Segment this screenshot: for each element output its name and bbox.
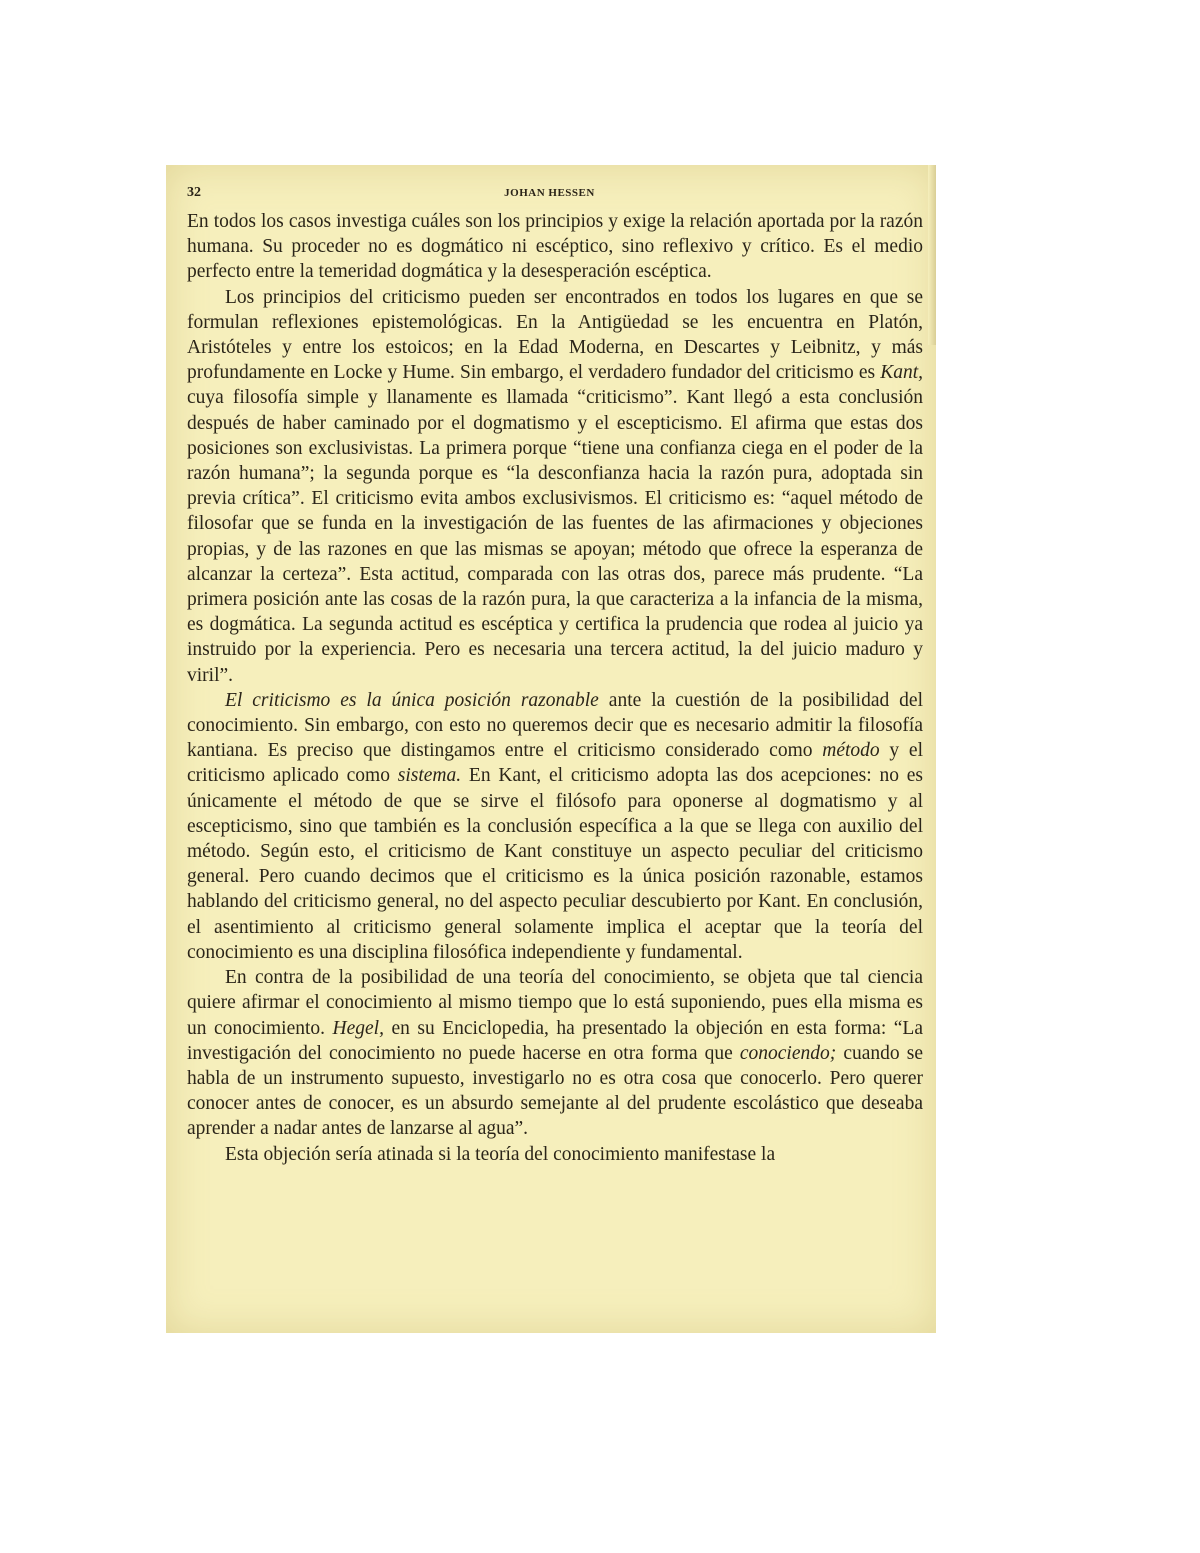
italic-term: conociendo; xyxy=(739,1042,837,1064)
paragraph-text: En contra de la posibilidad de una teoría del conocimiento, se objeta que tal ciencia quiere afirmar el conocimiento al mismo tiempo que lo está suponiendo, pues ella misma es un conocimiento. xyxy=(187,967,923,1039)
paragraph-3 xyxy=(187,688,923,965)
paragraph-text: cuando se habla de un instrumento supuesto, investigarlo no es otra cosa que conocerlo. Pero querer conocer antes de conocer, es un absurdo semejante al del prudente escolástico que deseaba aprender a nadar antes de lanzarse al agua”. xyxy=(187,1042,923,1140)
paragraph-4 xyxy=(187,965,923,1141)
page-number: 32 xyxy=(187,185,201,200)
page-header xyxy=(187,185,912,209)
paragraph-text: Esta objeción sería atinada si la teoría del conocimiento manifestase la xyxy=(225,1143,776,1165)
paragraph-2 xyxy=(187,285,923,688)
paragraph-text: ante la cuestión de la posibilidad del conocimiento. Sin embargo, con esto no queremos decir que es necesario admitir la filosofía kantiana. Es preciso que distingamos entre el criticismo considerado como xyxy=(187,689,923,762)
paragraph-text: Los principios del criticismo pueden ser encontrados en todos los lugares en que se formulan reflexiones epistemológicas. En la Antigüedad se les encuentra en Platón, Aristóteles y entre los estoicos; en la Edad Moderna, en Descartes y Leibnitz, y más profundamente en Locke y Hume. Sin embargo, el verdadero fundador del criticismo es xyxy=(187,286,923,384)
paragraph-1 xyxy=(187,209,923,285)
italic-term: sistema. xyxy=(397,765,462,787)
paragraph-5 xyxy=(187,1142,923,1167)
paragraph-text: y el criticismo aplicado como xyxy=(187,740,923,787)
italic-term: método xyxy=(822,740,880,762)
page-edge-shadow xyxy=(928,165,936,345)
paragraph-text: En todos los casos investiga cuáles son los principios y exige la relación aportada por la razón humana. Su proceder no es dogmático ni escéptico, sino reflexivo y crítico. Es el medio perfecto entre la temeridad dogmática y la desesperación escéptica. xyxy=(187,211,923,283)
italic-thesis: El criticismo es la única posición razonable xyxy=(225,689,599,711)
paragraph-text: cuya filosofía simple y llanamente es llamada “criticismo”. Kant llegó a esta conclusión después de haber caminado por el dogmatismo y el escepticismo. El afirma que estas dos posiciones son exclusivistas. La primera porque “tiene una confianza ciega en el poder de la razón humana”; la segunda porque es “la desconfianza hacia la razón pura, adoptada sin previa crítica”. El criticismo evita ambos exclusivismos. El criticismo es: “aquel método de filosofar que se funda en la investigación de las fuentes de las afirmaciones y objeciones propias, y de las razones en que las mismas se apoyan; método que ofrece la esperanza de alcanzar la certeza”. Esta actitud, comparada con las otras dos, parece más prudente. “La primera posición ante las cosas de la razón pura, la que caracteriza a la infancia de la misma, es dogmática. La segunda actitud es escéptica y certifica la prudencia que rodea al juicio ya instruido por la experiencia. Pero es necesaria una tercera actitud, la del juicio maduro y viril”. xyxy=(187,387,923,686)
paragraph-text: En Kant, el criticismo adopta las dos acepciones: no es únicamente el método de que se sirve el filósofo para oponerse al dogmatismo y al escepticismo, sino que también es la conclusión específica a la que se llega con auxilio del método. Según esto, el criticismo de Kant constituye un aspecto peculiar del criticismo general. Pero cuando decimos que el criticismo es la única posición razonable, estamos hablando del criticismo general, no del aspecto peculiar descubierto por Kant. En conclusión, el asentimiento al criticismo general solamente implica el aceptar que la teoría del conocimiento es una disciplina filosófica independiente y fundamental. xyxy=(187,765,923,963)
italic-name: Hegel, xyxy=(332,1017,384,1039)
scanned-page xyxy=(166,165,936,1333)
paragraph-text: en su Enciclopedia, ha presentado la objeción en esta forma: “La investigación del conocimiento no puede hacerse en otra forma que xyxy=(187,1017,923,1064)
running-head: JOHAN HESSEN xyxy=(504,187,595,199)
italic-name: Kant, xyxy=(880,362,923,384)
body-text xyxy=(187,209,923,1167)
